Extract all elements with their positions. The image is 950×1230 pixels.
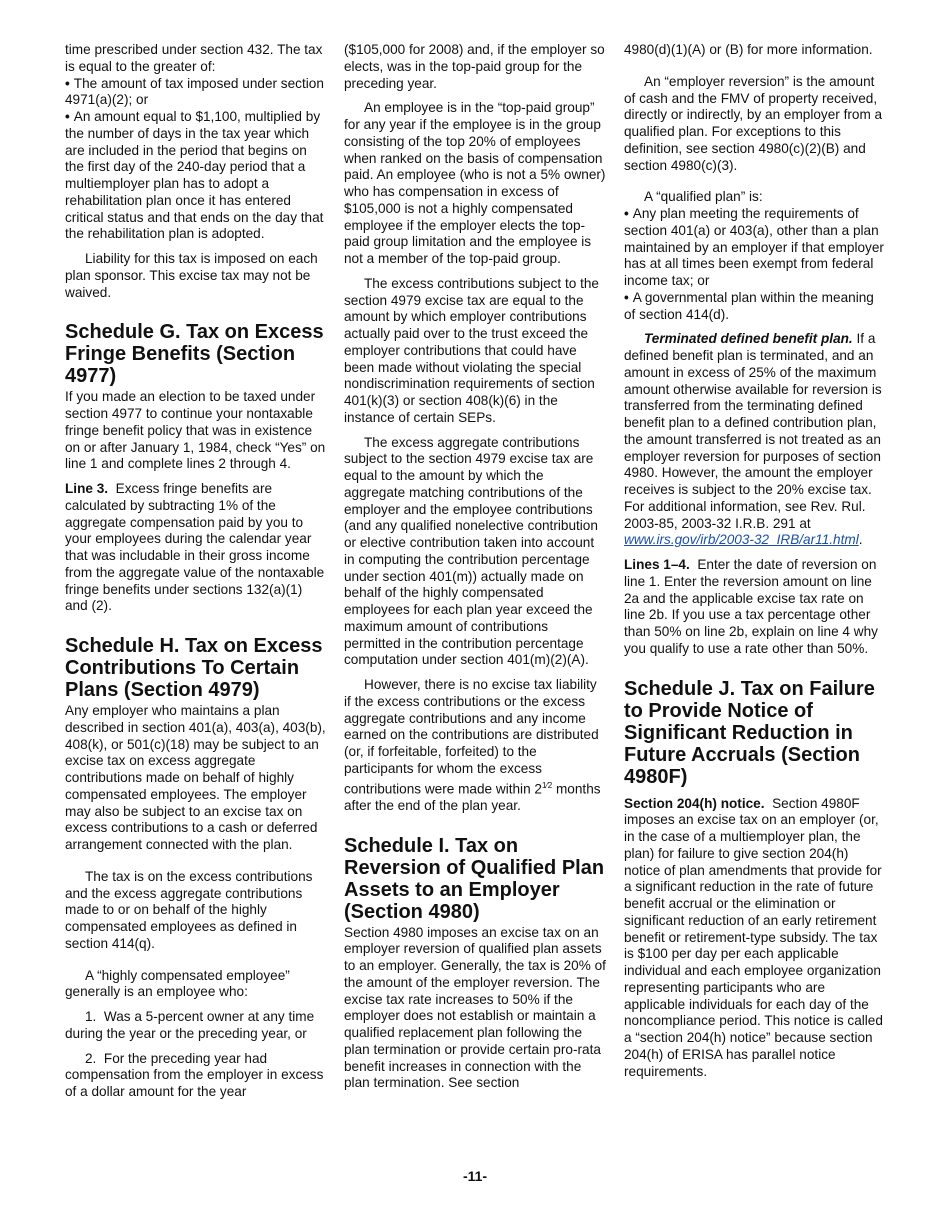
numbered-item: 2. For the preceding year had compensation from the employer in excess of a dollar amount for the year: [65, 1050, 324, 1099]
section-204h-text: Section 4980F imposes an excise tax on an employer (or, in the case of a multiemployer plan, the plan) for failure to give section 204(h) notice of plan amendments that provide for a significant reduction in the rate of future benefit accrual or the elimination or significant reduction of an early retirement benefit or retirement-type subsidy. The tax is $100 per day per each applicable individual and each employee organization representing participants who are applicable individuals for each day of the noncompliance period. This notice is called a “section 204(h) notice” because section 204(h) of ERISA has parallel notice requirements.: [624, 795, 883, 1079]
paragraph: The tax is on the excess contributions and the excess aggregate contributions made to or on behalf of the highly compensated employees as defined in section 414(q).: [65, 868, 313, 951]
column-2: [344, 42, 606, 1092]
paragraph: Any employer who maintains a plan described in section 401(a), 403(a), 403(b), 408(k), or 501(c)(18) may be subject to an excise tax on excess aggregate contributions made on behalf of highly compensated employees. The employer may also be subject to an excise tax on excess contributions to a cash or deferred arrangement connected with the plan.: [65, 703, 326, 852]
bullet-icon: •: [65, 75, 70, 91]
paragraph: The excess aggregate contributions subject to the section 4979 excise tax are equal to the amount by which the aggregate matching contributions of the employer and the employee contributions (and any qualified nonelective contribution or elective contribution taken into account in computing the contribution percentage under section 401(m)) actually made on behalf of the highly compensated employees for each plan year exceed the maximum amount of contributions permitted in the contribution percentage computation under section 401(m)(2)(A).: [344, 434, 598, 668]
heading-schedule-i: Schedule I. Tax on Reversion of Qualified Plan Assets to an Employer (Section 4980): [344, 834, 605, 923]
bullet-text: The amount of tax imposed under section 4971(a)(2); or: [65, 75, 324, 108]
terminated-plan-paragraph: [624, 331, 886, 549]
terminated-plan-label: Terminated defined benefit plan.: [644, 331, 853, 347]
bullet-text: An amount equal to $1,100, multiplied by the number of days in the tax year which are included in the period that begins on the first day of the 240-day period that a multiemployer plan has to adopt a rehabilitation plan once it has entered critical status and that ends on the day that the rehabilitation plan is adopted.: [65, 109, 324, 242]
paragraph: time prescribed under section 432. The tax is equal to the greater of:: [65, 42, 323, 74]
heading-schedule-h: Schedule H. Tax on Excess Contributions To Certain Plans (Section 4979): [65, 635, 323, 701]
section-204h-paragraph: [624, 796, 886, 1081]
paragraph: A “highly compensated employee” generally is an employee who:: [65, 967, 290, 1000]
paragraph: If you made an election to be taxed under section 4977 to continue your nontaxable fringe benefit policy that was in existence on or after January 1, 1984, check “Yes” on line 1 and complete lines 2 through 4.: [65, 389, 326, 472]
terminated-plan-end: .: [858, 532, 863, 548]
heading-schedule-g: Schedule G. Tax on Excess Fringe Benefits (Section 4977): [65, 321, 324, 388]
bullet-icon: •: [624, 289, 629, 305]
line-3-paragraph: [65, 481, 327, 615]
column-1: [65, 42, 327, 1101]
bullet-item: [624, 290, 886, 324]
line-3-text: Excess fringe benefits are calculated by subtracting 1% of the aggregate compensation paid by you to your employees during the calendar year that was includable in their gross income from the aggregate value of the nontaxable fringe benefits under sections 132(a)(1) and (2).: [65, 481, 325, 614]
section-204h-label: Section 204(h) notice.: [624, 795, 765, 811]
bullet-item: [65, 76, 327, 110]
paragraph: An employee is in the “top-paid group” for any year if the employee is in the group consisting of the top 20% of employees when ranked on the basis of compensation paid. An employee (who is not a 5% owner) who has compensation in excess of $105,000 is not a highly compensated employee if the employer elects the top-paid group limitation and the employee is not a member of the top-paid group.: [344, 100, 606, 266]
paragraph: Liability for this tax is imposed on each plan sponsor. This excise tax may not be waived.: [65, 251, 318, 300]
terminated-plan-text: If a defined benefit plan is terminated, and an amount in excess of 25% of the maximum amount otherwise available for reversion is transferred from the terminating defined benefit plan to a defined contribution plan, the amount transferred is not treated as an employer reversion for purposes of section 4980. However, the amount the employer receives is subject to the 20% excise tax. For additional information, see Rev. Rul. 2003-85, 2003-32 I.R.B. 291 at: [624, 331, 882, 531]
lines-1-4-text: Enter the date of reversion on line 1. Enter the reversion amount on line 2a and the applicable excise tax rate on line 2b. If you use a tax percentage other than 50% on line 2b, explain on line 4 why you qualify to use a rate other than 50%.: [624, 557, 878, 656]
numbered-item: 1. Was a 5-percent owner at any time during the year or the preceding year, or: [65, 1009, 315, 1041]
paragraph: Section 4980 imposes an excise tax on an employer reversion of qualified plan assets to an employer. Generally, the tax is 20% of the amount of the employer reversion. The excise tax rate increases to 50% if the employer does not establish or maintain a qualified replacement plan following the plan termination or provide certain pro-rata benefit increases in connection with the plan termination. See section: [344, 924, 606, 1091]
paragraph: An “employer reversion” is the amount of cash and the FMV of property received, directly or indirectly, by an employer from a qualified plan. For exceptions to this definition, see section 4980(c)(2)(B) and section 4980(c)(3).: [624, 73, 883, 173]
paragraph-text: months after the end of the plan year.: [344, 781, 601, 813]
paragraph: [344, 677, 606, 815]
paragraph: The excess contributions subject to the section 4979 excise tax are equal to the amount by which employer contributions actually paid over to the trust exceed the employer contributions that could have been made without violating the special nondiscrimination requirements of section 401(k)(3) or section 408(k)(6) in the instance of certain SEPs.: [344, 275, 599, 425]
paragraph-text: However, there is no excise tax liability if the excess contributions or the excess aggregate contributions and any income earned on the contributions are distributed (or, if forfeitable, forfeited) to the participants for whom the excess contributions were made within 2: [344, 677, 599, 797]
line-3-label: Line 3.: [65, 481, 109, 496]
paragraph: 4980(d)(1)(A) or (B) for more information.: [624, 42, 873, 57]
irs-link[interactable]: www.irs.gov/irb/2003-32_IRB/ar11.html: [624, 532, 859, 548]
column-3: [624, 42, 886, 1080]
bullet-item: [624, 206, 886, 290]
paragraph: A “qualified plan” is:: [644, 189, 763, 205]
heading-schedule-j: Schedule J. Tax on Failure to Provide Notice of Significant Reduction in Future Accruals (Section 4980F): [624, 677, 875, 788]
paragraph: ($105,000 for 2008) and, if the employer so elects, was in the top-paid group for the preceding year.: [344, 42, 605, 91]
bullet-item: [65, 109, 327, 243]
lines-1-4-paragraph: [624, 557, 886, 658]
bullet-icon: •: [65, 109, 70, 124]
bullet-text: A governmental plan within the meaning of section 414(d).: [624, 289, 874, 322]
page-number: -11-: [462, 1168, 488, 1184]
bullet-text: Any plan meeting the requirements of section 401(a) or 403(a), other than a plan maintained by an employer if that employer has at all times been exempt from federal income tax; or: [624, 206, 884, 288]
lines-1-4-label: Lines 1–4.: [624, 557, 690, 572]
fraction: 1⁄2: [541, 780, 553, 790]
bullet-icon: •: [624, 206, 629, 221]
